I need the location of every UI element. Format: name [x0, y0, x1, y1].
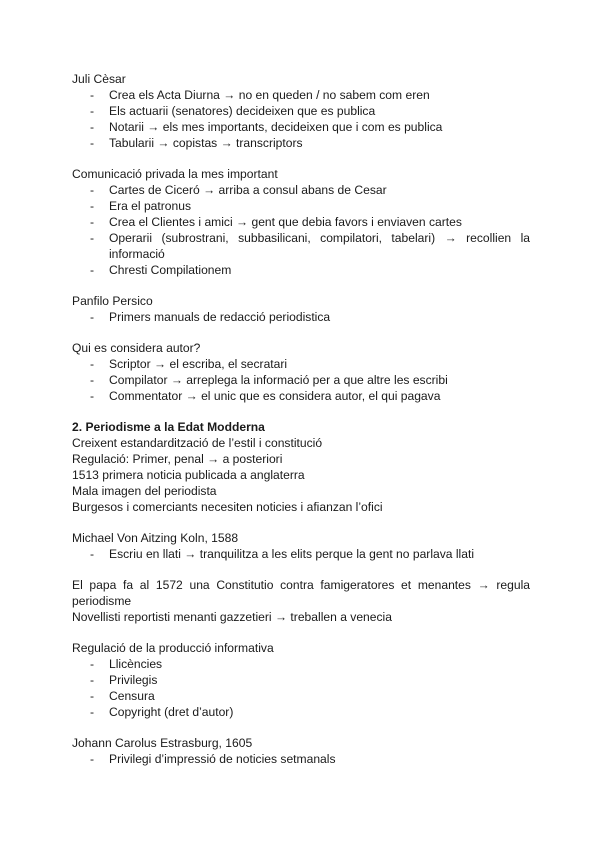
list-item: - Llicències [90, 657, 163, 671]
bullet-list [72, 356, 530, 404]
paragraph-line: 1513 primera noticia publicada a anglaterra [72, 468, 305, 482]
section-heading: Johann Carolus Estrasburg, 1605 [72, 736, 253, 750]
list-item: - Chresti Compilationem [90, 263, 232, 277]
section-heading: Panfilo Persico [72, 294, 153, 308]
list-item: - Primers manuals de redacció periodistica [90, 310, 331, 324]
section-heading: Juli Cèsar [72, 72, 126, 86]
list-item: - Copyright (dret d’autor) [90, 705, 234, 719]
section-heading: Comunicació privada la mes important [72, 167, 278, 181]
list-item: - Escriu en llati → tranquilitza a les elits perque la gent no parlava llati [90, 547, 475, 561]
bullet-list [72, 87, 530, 151]
list-item: - Commentator → el unic que es considera autor, el qui pagava [90, 389, 441, 403]
list-item: - Cartes de Ciceró → arriba a consul abans de Cesar [90, 183, 387, 197]
paragraph-line: periodisme [72, 594, 132, 608]
bullet-list [72, 182, 530, 278]
list-item: - Operarii (subrostrani, subbasilicani, compilatori, tabelari) → recollien la informació [90, 231, 530, 261]
paragraph-line: Novellisti reportisti menanti gazzetieri → treballen a venecia [72, 610, 392, 624]
list-item: - Privilegis [90, 673, 158, 687]
list-item: - Notarii → els mes importants, decideixen que i com es publica [90, 120, 443, 134]
list-item: - Tabularii → copistas → transcriptors [90, 136, 303, 150]
bullet-list [72, 309, 530, 325]
section-heading: Qui es considera autor? [72, 341, 201, 355]
bullet-list [72, 751, 530, 767]
list-item: - Privilegi d’impressió de noticies setmanals [90, 752, 336, 766]
paragraph-line: Regulació: Primer, penal → a posteriori [72, 452, 283, 466]
section-heading: Regulació de la producció informativa [72, 641, 274, 655]
paragraph-line: Creixent estandardització de l’estil i constitució [72, 436, 323, 450]
list-item: - Scriptor → el escriba, el secratari [90, 357, 288, 371]
list-item: - Compilator → arreplega la informació per a que altre les escribi [90, 373, 448, 387]
list-item: - Crea el Clientes i amici → gent que debia favors i enviaven cartes [90, 215, 462, 229]
paragraph-line: Mala imagen del periodista [72, 484, 217, 498]
chapter-title: 2. Periodisme a la Edat Modderna [72, 420, 265, 434]
paragraph-line: Burgesos i comerciants necesiten noticies i afianzan l’ofici [72, 500, 383, 514]
paragraph-line: El papa fa al 1572 una Constitutio contra famigeratores et menantes → regula [72, 578, 530, 592]
list-item: - Els actuarii (senatores) decideixen que es publica [90, 104, 376, 118]
list-item: - Era el patronus [90, 199, 192, 213]
list-item: - Crea els Acta Diurna → no en queden / no sabem com eren [90, 88, 430, 102]
bullet-list [72, 546, 530, 562]
list-item: - Censura [90, 689, 155, 703]
document-page [72, 71, 530, 767]
bullet-list [72, 656, 530, 720]
section-heading: Michael Von Aitzing Koln, 1588 [72, 531, 239, 545]
